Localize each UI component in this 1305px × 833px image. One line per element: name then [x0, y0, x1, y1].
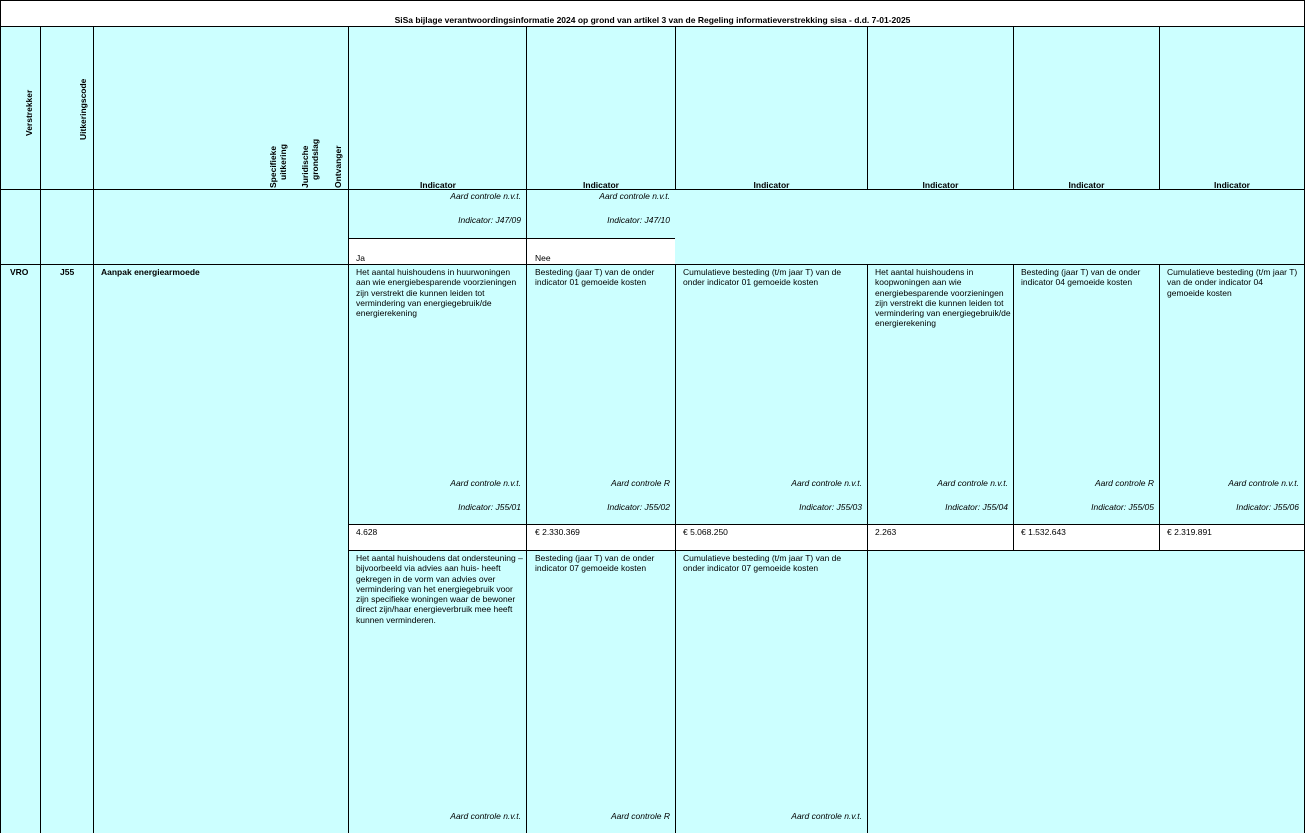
header-juridische-grondslag-2: grondslag — [310, 138, 320, 180]
table-background — [0, 27, 1305, 833]
indicator-code: Indicator: J55/04 — [945, 502, 1008, 512]
header-uitkeringscode: Uitkeringscode — [78, 78, 88, 140]
indicator-header: Indicator — [922, 180, 959, 190]
indicator-description: Besteding (jaar T) van de onder indicator 07 gemoeide kosten — [535, 553, 655, 574]
header-ontvanger: Ontvanger — [333, 145, 343, 188]
aard-controle: Aard controle n.v.t. — [1228, 478, 1299, 488]
indicator-header: Indicator — [420, 180, 456, 190]
indicator-description: Besteding (jaar T) van de onder indicator 01 gemoeide kosten — [535, 267, 655, 288]
indicator-description: Cumulatieve besteding (t/m jaar T) van de onder indicator 04 gemoeide kosten — [1167, 267, 1298, 298]
header-verstrekker: Verstrekker — [24, 89, 34, 136]
indicator-value: Ja — [356, 253, 365, 263]
indicator-header: Indicator — [1068, 180, 1105, 190]
indicator-value: € 1.532.643 — [1021, 527, 1066, 537]
aard-controle: Aard controle R — [1094, 478, 1154, 488]
aard-controle: Aard controle n.v.t. — [450, 191, 521, 201]
aard-controle: Aard controle R — [610, 811, 670, 821]
indicator-description: Het aantal huishoudens in huurwoningen aan wie energiebesparende voorzieningen zijn verstrekt die kunnen leiden tot vermindering van energiegebruik/de energierekening — [356, 267, 517, 319]
aard-controle: Aard controle n.v.t. — [791, 811, 862, 821]
indicator-code: Indicator: J55/05 — [1091, 502, 1154, 512]
row-verstrekker: VRO — [10, 267, 29, 277]
indicator-description: Het aantal huishoudens in koopwoningen aan wie energiebesparende voorzieningen zijn verstrekt die kunnen leiden tot vermindering van energiegebruik/de energierekening — [875, 267, 1011, 329]
indicator-header: Indicator — [583, 180, 619, 190]
indicator-value: Nee — [535, 253, 551, 263]
indicator-code: Indicator: J55/01 — [458, 502, 521, 512]
indicator-header: Indicator — [1214, 180, 1250, 190]
row-specifieke-uitkering: Aanpak energiearmoede — [101, 267, 200, 277]
indicator-code: Indicator: J55/06 — [1236, 502, 1299, 512]
header-specifieke-uitkering-2: uitkering — [278, 144, 288, 180]
indicator-value: € 2.319.891 — [1167, 527, 1212, 537]
page-title: SiSa bijlage verantwoordingsinformatie 2024 op grond van artikel 3 van de Regeling informatieverstrekking sisa - d.d. 7-01-2025 — [394, 15, 911, 25]
indicator-value: 4.628 — [356, 527, 378, 537]
j55-values-row — [349, 524, 1305, 550]
indicator-header: Indicator — [753, 180, 790, 190]
j47-value-ja — [349, 238, 527, 264]
aard-controle: Aard controle n.v.t. — [937, 478, 1008, 488]
aard-controle: Aard controle R — [610, 478, 670, 488]
aard-controle: Aard controle n.v.t. — [791, 478, 862, 488]
indicator-code: Indicator: J47/09 — [458, 215, 521, 225]
indicator-description: Cumulatieve besteding (t/m jaar T) van de onder indicator 01 gemoeide kosten — [683, 267, 842, 288]
indicator-value: 2.263 — [875, 527, 897, 537]
indicator-description: Cumulatieve besteding (t/m jaar T) van de onder indicator 07 gemoeide kosten — [683, 553, 842, 574]
row-uitkeringscode: J55 — [60, 267, 75, 277]
indicator-description: Besteding (jaar T) van de onder indicator 04 gemoeide kosten — [1021, 267, 1141, 288]
aard-controle: Aard controle n.v.t. — [450, 478, 521, 488]
aard-controle: Aard controle n.v.t. — [450, 811, 521, 821]
indicator-code: Indicator: J55/02 — [607, 502, 670, 512]
indicator-code: Indicator: J55/03 — [799, 502, 862, 512]
indicator-code: Indicator: J47/10 — [607, 215, 670, 225]
header-specifieke-uitkering-1: Specifieke — [268, 145, 278, 188]
indicator-value: € 2.330.369 — [535, 527, 580, 537]
header-juridische-grondslag-1: Juridische — [300, 145, 310, 188]
indicator-description: Het aantal huishoudens dat ondersteuning –bijvoorbeeld via advies aan huis- heeft gekregen in de vorm van advies over vermindering van het energiegebruik voor zijn specifieke woningen waar de bewoner direct zijn/haar energieverbruik mee heeft kunnen verminderen. — [356, 553, 523, 625]
indicator-value: € 5.068.250 — [683, 527, 728, 537]
aard-controle: Aard controle n.v.t. — [599, 191, 670, 201]
